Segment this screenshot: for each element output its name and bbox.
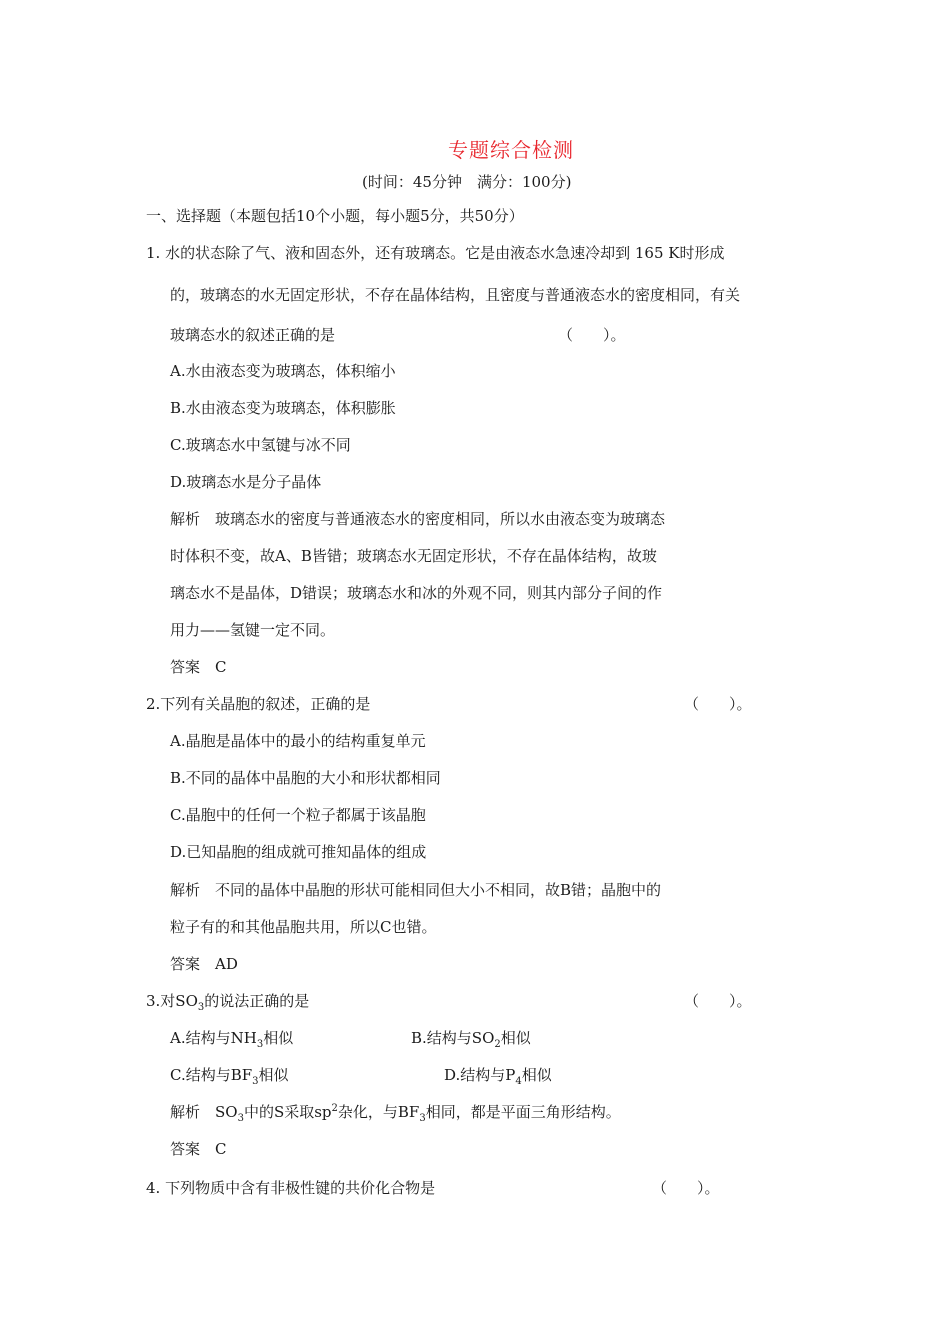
option-d: D.玻璃态水是分子晶体	[170, 473, 322, 491]
answer-bracket: （ ）。	[684, 695, 752, 713]
analysis: 解析 不同的晶体中晶胞的形状可能相同但大小不相同，故B错；晶胞中的	[170, 881, 662, 899]
analysis: 解析 玻璃态水的密度与普通液态水的密度相同，所以水由液态变为玻璃态	[170, 510, 666, 528]
question-1-stem-cont: 的，玻璃态的水无固定形状，不存在晶体结构，且密度与普通液态水的密度相同，有关	[170, 286, 741, 304]
answer-bracket: （ ）。	[652, 1179, 720, 1197]
option-a: A.水由液态变为玻璃态，体积缩小	[170, 362, 396, 380]
exam-info: (时间：45分钟 满分：100分)	[362, 173, 572, 191]
analysis: 粒子有的和其他晶胞共用，所以C也错。	[170, 918, 437, 936]
section-heading: 一、选择题（本题包括10个小题，每小题5分，共50分）	[146, 207, 524, 225]
analysis: 时体积不变，故A、B皆错；玻璃态水无固定形状，不存在晶体结构，故玻	[170, 547, 657, 565]
option-c: C.结构与$BF_3$相似	[170, 1066, 289, 1087]
question-2-stem: 2.下列有关晶胞的叙述，正确的是	[146, 695, 371, 713]
answer: 答案 C	[170, 1140, 227, 1158]
answer: 答案 AD	[170, 955, 238, 973]
question-4-stem: 4. 下列物质中含有非极性键的共价化合物是	[146, 1179, 436, 1197]
question-3-stem: 3.对$SO_3$的说法正确的是	[146, 992, 310, 1013]
option-a: A.晶胞是晶体中的最小的结构重复单元	[170, 732, 426, 750]
analysis: 用力——氢键一定不同。	[170, 621, 336, 639]
page-title: 专题综合检测	[448, 138, 574, 162]
option-b: B.水由液态变为玻璃态，体积膨胀	[170, 399, 396, 417]
answer-bracket: （ ）。	[558, 326, 626, 344]
answer: 答案 C	[170, 658, 227, 676]
answer-bracket: （ ）。	[684, 992, 752, 1010]
analysis: 璃态水不是晶体，D错误；玻璃态水和冰的外观不同，则其内部分子间的作	[170, 584, 663, 602]
option-a: A.结构与$NH_3$相似	[170, 1029, 294, 1050]
option-b: B.结构与$SO_2$相似	[411, 1029, 531, 1050]
option-b: B.不同的晶体中晶胞的大小和形状都相同	[170, 769, 441, 787]
option-d: D.结构与$P_4$相似	[444, 1066, 552, 1087]
analysis: 解析 $SO_3$中的S采取$sp^2$杂化，与$BF_3$相同，都是平面三角形结构。	[170, 1103, 621, 1124]
option-c: C.玻璃态水中氢键与冰不同	[170, 436, 351, 454]
option-d: D.已知晶胞的组成就可推知晶体的组成	[170, 843, 427, 861]
option-c: C.晶胞中的任何一个粒子都属于该晶胞	[170, 806, 426, 824]
question-1-stem: 1. 水的状态除了气、液和固态外，还有玻璃态。它是由液态水急速冷却到 165 K时形成	[146, 244, 725, 262]
question-1-stem-cont: 玻璃态水的叙述正确的是	[170, 326, 336, 344]
